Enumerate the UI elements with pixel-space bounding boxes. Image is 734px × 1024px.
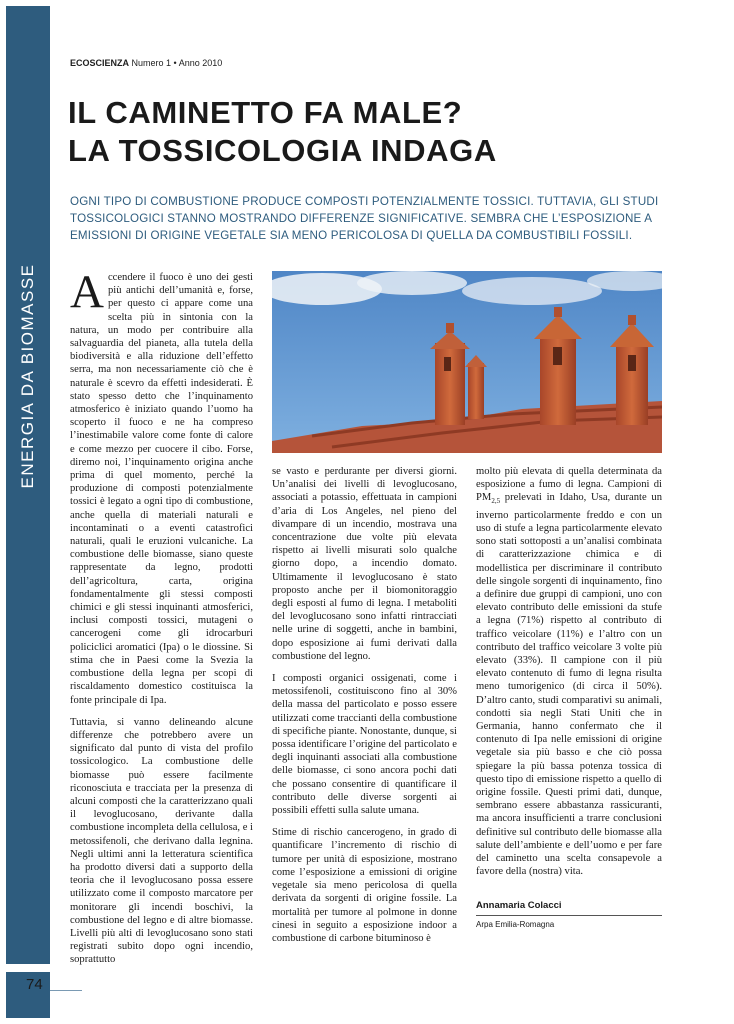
page-number-rule bbox=[50, 990, 82, 991]
paragraph: I composti organici ossigenati, come i metossifenoli, costituiscono fino al 30% della massa del particolato e posso essere utilizzati come traccianti della combustione di specifiche piante. Nonostante, dunque, si possa identificare l’origine del particolato e degli inquinanti associati alla combustione delle biomasse, ci sono ancora pochi dati che possano consentire di quantificare il contributo delle diverse sorgenti ai possibili effetti sulla salute umana. bbox=[272, 673, 457, 817]
chimney-photo bbox=[272, 271, 662, 453]
section-label: ENERGIA DA BIOMASSE bbox=[18, 263, 37, 489]
paragraph-text: prelevati in Idaho, Usa, durante un inverno particolarmente freddo e con un uso di stufe a legna particolarmente elevato sono stati sottoposti a un’analisi combinata di caratterizzazione chimica e di modellistica per discriminare il contributo delle singole sorgenti di inquinamento, fino a definire due gruppi di campioni, uno con elevato contributo delle emissioni da stufe a legna (71%) rispetto al contributo di traffico veicolare (11%) e l’altro con un contributo del traffico veicolare 3 volte più elevato (33%). Il campione con il più elevato contenuto di fumo di legna risulta meno tumorigenico (di circa il 50%). D’altro canto, studi comparativi su animali, condotti sia negli Stati Uniti che in Germania, hanno confermato che il contenuto di Ipa nelle emissioni di origine vegetale sia più basso e che ciò possa spiegare la più bassa potenza tossica di questo tipo di emissione rispetto a quello di origine fossile. Questi primi dati, dunque, sembrano essere abbastanza rassicuranti, ma ancora insufficienti a trarre conclusioni definitive sul contributo delle biomasse alla salute dell’ambiente e dell’uomo e per fare del caminetto una scelta consapevole a favore della (nostra) vita. bbox=[476, 492, 662, 878]
lead-line-2: TOSSICOLOGICI STANNO MOSTRANDO DIFFERENZE SIGNIFICATIVE. SEMBRA CHE L’ESPOSIZIONE A bbox=[70, 212, 653, 225]
text-column-3 bbox=[476, 465, 662, 887]
paragraph-text: molto più elevata di quella determinata da esposizione a fumo di legna. Campioni di PM bbox=[476, 466, 662, 504]
article-title bbox=[68, 94, 688, 170]
paragraph: Tuttavia, si vanno delineando alcune differenze che potrebbero avere un significato dal punto di vista del profilo tossicologico. La combustione delle biomasse può essere facilmente riconosciuta e tracciata per la presenza di alcuni composti che la caratterizzano quali il levoglucosano, derivante dalla combustione incompleta della cellulosa, e i metossifenoli, che derivano dalla legnina. Negli ultimi anni la letteratura scientifica ha prodotto diversi dati a supporto della teoria che il levoglucosano possa essere utilizzato come il composto marcatore per monitorare gli incendi boschivi, la combustione del legno e di altre biomasse. Livelli più alti di levoglucosano sono stati registrati subito dopo ogni incendio, soprattutto bbox=[70, 716, 253, 966]
author-block bbox=[476, 900, 662, 929]
pm-subscript: 2,5 bbox=[491, 497, 501, 506]
section-sidebar bbox=[6, 6, 50, 1018]
issue-info: Numero 1 • Anno 2010 bbox=[131, 58, 223, 68]
title-line-2: LA TOSSICOLOGIA INDAGA bbox=[68, 133, 497, 168]
paragraph: se vasto e perdurante per diversi giorni. Un’analisi dei livelli di levoglucosano, associati a potassio, effettuata in campioni d’aria di Los Angeles, nel pieno del divampare di un incendio, mostrava una concentrazione due volte più elevata rispetto ai livelli misurati solo qualche giorno dopo, a incendio domato. Ultimamente il levoglucosano è stato proposto anche per il biomonitoraggio degli esposti al fumo di legna. I metaboliti del levoglucosano sono infatti rintracciati nelle urine di soggetti, anche in bambini, dopo esposizione ai fumi derivati dalla combustione del legno. bbox=[272, 466, 457, 662]
chimney-photo-illustration bbox=[272, 271, 662, 453]
drop-cap: A bbox=[70, 266, 104, 318]
lead-line-1: OGNI TIPO DI COMBUSTIONE PRODUCE COMPOSTI POTENZIALMENTE TOSSICI. TUTTAVIA, GLI STUDI bbox=[70, 195, 659, 208]
author-name: Annamaria Colacci bbox=[476, 900, 662, 916]
text-column-2 bbox=[272, 465, 457, 954]
title-line-1: IL CAMINETTO FA MALE? bbox=[68, 95, 463, 130]
paragraph-text: ccendere il fuoco è uno dei gesti più antichi dell’umanità e, forse, per questo ci appare come una scelta più in sintonia con la natura, un modo per contribuire alla salvaguardia del pianeta, alla tutela della biodiversità e alla riduzione dell’effetto serra, ma non necessariamente ciò che è naturale è scevro da effetti indesiderati. È stato spesso detto che l’inquinamento atmosferico è iniziato quando l’uomo ha scoperto il fuoco e ne ha compreso l’inestimabile valore come fonte di calore e come mezzo per cuocere il cibo. Forse, diremo noi, l’inquinamento origina anche prima di quel momento, perché la produzione di composti potenzialmente tossici è legato a ogni tipo di combustione, anche quella di materiali naturali e incontaminati o a eventi catastrofici naturali, quali le eruzioni vulcaniche. La combustione delle biomasse, siano queste rappresentate da legno, prodotti dell’agricoltura, carta, origina fondamentalmente gli stessi composti chimici e gli stessi inquinanti atmosferici, inclusi composti tossici, mutageni o cancerogeni come gli idrocarburi policiclici aromatici (Ipa) o le diossine. Si stima che in Paesi come la Svezia la combustione della legna per scopi di riscaldamento domestico costituisca la fonte principale di Ipa. bbox=[70, 272, 253, 706]
publication-header bbox=[70, 58, 222, 68]
paragraph bbox=[476, 465, 662, 878]
text-column-1 bbox=[70, 266, 253, 976]
publication-name: ECOSCIENZA bbox=[70, 58, 130, 68]
page-number: 74 bbox=[26, 976, 43, 993]
paragraph bbox=[70, 266, 253, 707]
paragraph: Stime di rischio cancerogeno, in grado di quantificare l’incremento di rischio di tumore per unità di esposizione, mostrano come l’esposizione a emissioni di origine vegetale sia meno pericolosa di quella derivata da sorgenti di origine fossile. La mortalità per tumore al polmone in donne cinesi in seguito a esposizione indoor a combustione di carbone bituminoso è bbox=[272, 827, 457, 944]
lead-line-3: EMISSIONI DI ORIGINE VEGETALE SIA MENO PERICOLOSA DI QUELLA DA COMBUSTIBILI FOSSILI. bbox=[70, 229, 633, 242]
article-lead bbox=[70, 193, 670, 244]
author-affiliation: Arpa Emilia-Romagna bbox=[476, 920, 555, 929]
